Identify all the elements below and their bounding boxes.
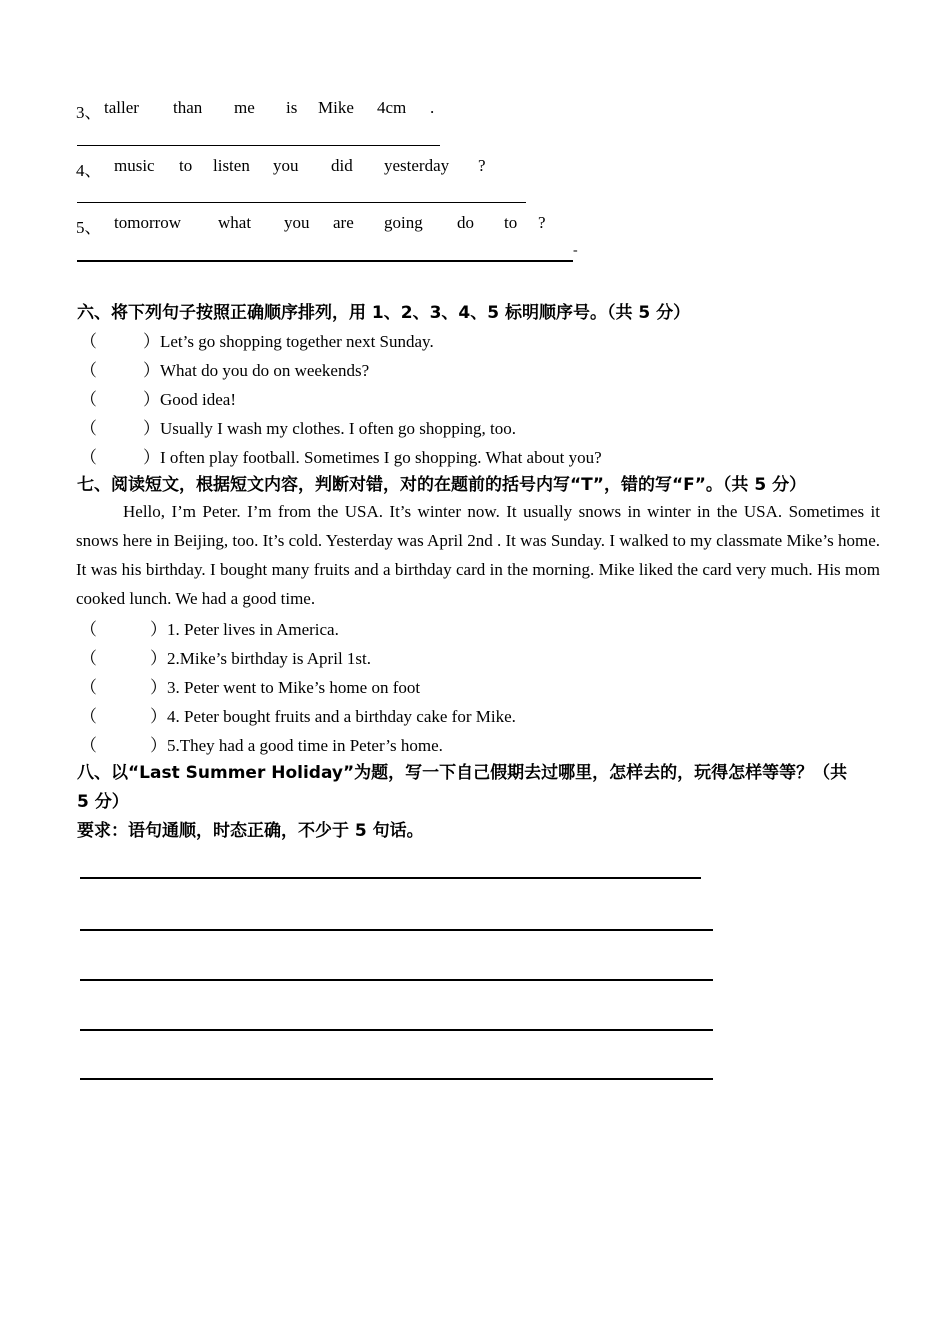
word: is xyxy=(286,98,298,117)
section-8-title: 八、以“Last Summer Holiday”为题，写一下自己假期去过哪里，怎样去的，玩得怎样等等？（共 xyxy=(77,763,848,783)
word: . xyxy=(430,98,435,117)
list-item[interactable]: （ ）Let’s go shopping together next Sunday. xyxy=(80,332,434,351)
word: ? xyxy=(538,213,546,232)
writing-line[interactable] xyxy=(80,1029,713,1031)
answer-line[interactable] xyxy=(77,202,526,203)
word: listen xyxy=(213,156,250,175)
word: you xyxy=(284,213,310,232)
question-number: 5、 xyxy=(76,218,102,237)
list-item[interactable]: （ ）Good idea! xyxy=(80,390,237,409)
writing-line[interactable] xyxy=(80,929,713,931)
word: music xyxy=(114,156,155,175)
answer-line[interactable] xyxy=(77,145,440,146)
word: Mike xyxy=(318,98,354,117)
word: taller xyxy=(104,98,139,117)
question-number: 4、 xyxy=(76,161,102,180)
word: me xyxy=(234,98,255,117)
word: you xyxy=(273,156,299,175)
answer-line[interactable] xyxy=(77,260,573,262)
section-6-title: 六、将下列句子按照正确顺序排列，用 1、2、3、4、5 标明顺序号。（共 5 分） xyxy=(77,303,691,323)
word: what xyxy=(218,213,252,232)
word: 4cm xyxy=(377,98,407,117)
word: yesterday xyxy=(384,156,450,175)
section-7-title: 七、阅读短文，根据短文内容，判断对错，对的在题前的括号内写“T”，错的写“F”。（共 5 分） xyxy=(77,475,807,495)
list-item[interactable]: （ ）I often play football. Sometimes I go shopping. What about you? xyxy=(80,448,602,467)
word: tomorrow xyxy=(114,213,182,232)
list-item[interactable]: （ ）Usually I wash my clothes. I often go shopping, too. xyxy=(80,419,517,438)
section-8-title-cont: 5 分） xyxy=(77,792,129,812)
word: do xyxy=(457,213,474,232)
writing-line[interactable] xyxy=(80,1078,713,1080)
writing-line[interactable] xyxy=(80,979,713,981)
word: are xyxy=(333,213,354,232)
list-item[interactable]: （ ）2.Mike’s birthday is April 1st. xyxy=(80,649,371,668)
word: going xyxy=(384,213,423,232)
writing-line[interactable] xyxy=(80,877,701,879)
section-8-requirement: 要求：语句通顺，时态正确，不少于 5 句话。 xyxy=(77,821,424,841)
list-item[interactable]: （ ）1. Peter lives in America. xyxy=(80,620,339,639)
word: to xyxy=(179,156,193,175)
list-item[interactable]: （ ）4. Peter bought fruits and a birthday cake for Mike. xyxy=(80,707,516,726)
reading-passage: Hello, I’m Peter. I’m from the USA. It’s winter now. It usually snows in winter in the USA. Sometimes it snows here in Beijing, too. It’s cold. Yesterday was April 2nd . It was Sunday. I walked to my classmate Mike’s home. It was his birthday. I bought many fruits and a birthday card in the morning. Mike liked the card very much. His mom cooked lunch. We had a good time. xyxy=(76,502,880,608)
line-tail-mark: - xyxy=(573,243,578,258)
list-item[interactable]: （ ）5.They had a good time in Peter’s home. xyxy=(80,736,443,755)
word: to xyxy=(504,213,518,232)
word: than xyxy=(173,98,203,117)
list-item[interactable]: （ ）3. Peter went to Mike’s home on foot xyxy=(80,678,421,697)
word: did xyxy=(331,156,353,175)
word: ? xyxy=(478,156,486,175)
question-number: 3、 xyxy=(76,103,102,122)
list-item[interactable]: （ ）What do you do on weekends? xyxy=(80,361,370,380)
